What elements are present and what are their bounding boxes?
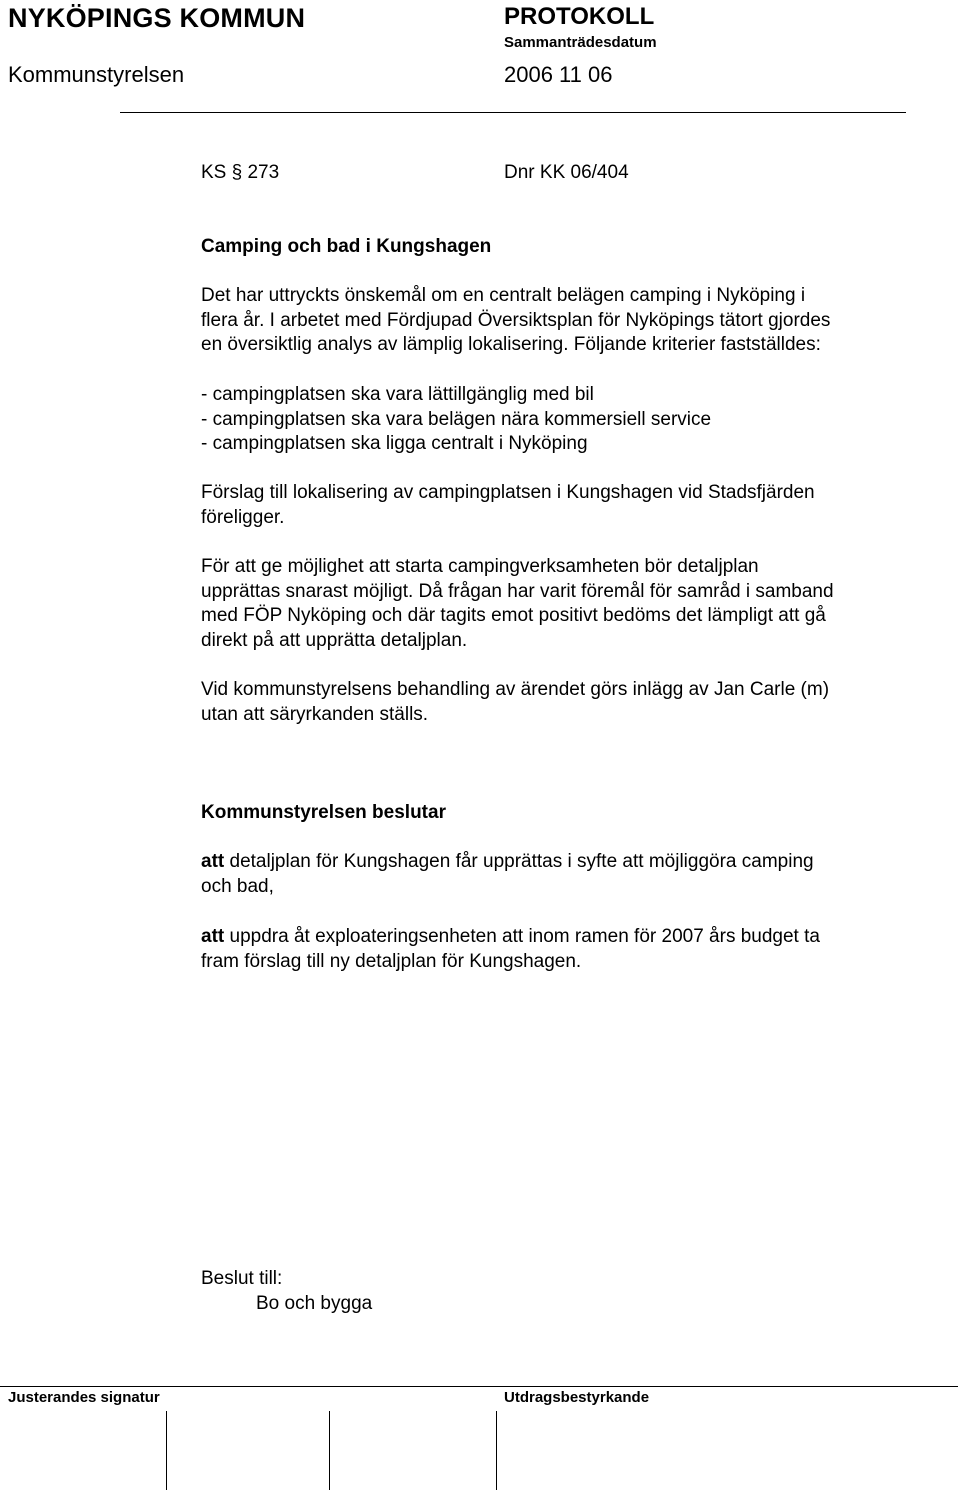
meeting-date: 2006 11 06 (504, 62, 613, 87)
distribution-recipient: Bo och bygga (256, 1293, 373, 1314)
paragraph-line: flera år. I arbetet med Fördjupad Översiktsplan för Nyköpings tätort gjordes (201, 309, 831, 331)
organization-name: NYKÖPINGS KOMMUN (8, 3, 306, 33)
paragraph-line: upprättas snarast möjligt. Då frågan har varit föremål för samråd i samband (201, 580, 834, 602)
footer-divider (0, 1386, 958, 1387)
header-divider (120, 112, 906, 113)
paragraph-line: direkt på att upprätta detaljplan. (201, 629, 468, 651)
decision-text: uppdra åt exploateringsenheten att inom ramen för 2007 års budget ta (224, 926, 820, 947)
criteria-list (201, 383, 931, 457)
decision-item (201, 925, 931, 974)
decision-text: detaljplan för Kungshagen får upprättas i syfte att möjliggöra camping (224, 851, 814, 872)
paragraph-proposal (201, 481, 931, 530)
list-item: - campingplatsen ska vara belägen nära kommersiell service (201, 408, 712, 430)
paragraph-line: utan att säryrkanden ställs. (201, 703, 429, 725)
document-type: PROTOKOLL (504, 3, 655, 30)
signature-box-divider (496, 1411, 497, 1490)
body-name: Kommunstyrelsen (8, 62, 185, 87)
paragraph-line: med FÖP Nyköping och där tagits emot positivt bedöms det lämpligt att gå (201, 605, 826, 626)
distribution-label: Beslut till: (201, 1268, 283, 1289)
decision-heading: Kommunstyrelsen beslutar (201, 802, 446, 823)
paragraph-line: föreligger. (201, 506, 285, 528)
registration-number: Dnr KK 06/404 (504, 162, 629, 183)
meeting-date-label: Sammanträdesdatum (504, 34, 657, 51)
decision-keyword: att (201, 926, 225, 947)
case-number: KS § 273 (201, 162, 280, 183)
signature-label: Justerandes signatur (8, 1389, 160, 1406)
list-item: - campingplatsen ska vara lättillgänglig med bil (201, 384, 594, 405)
paragraph-line: en översiktlig analys av lämplig lokalisering. Följande kriterier fastställdes: (201, 334, 821, 355)
decision-text: och bad, (201, 875, 274, 897)
decision-keyword: att (201, 851, 225, 872)
paragraph-line: Förslag till lokalisering av campingplatsen i Kungshagen vid Stadsfjärden (201, 482, 815, 503)
paragraph-meeting-note (201, 678, 931, 727)
paragraph-background (201, 284, 931, 358)
paragraph-line: Det har uttryckts önskemål om en centralt belägen camping i Nyköping i (201, 285, 806, 306)
decision-text: fram förslag till ny detaljplan för Kungshagen. (201, 950, 582, 972)
signature-box-divider (329, 1411, 330, 1490)
case-title: Camping och bad i Kungshagen (201, 236, 492, 257)
list-item: - campingplatsen ska ligga centralt i Nyköping (201, 433, 588, 454)
paragraph-motivation (201, 555, 931, 653)
certification-label: Utdragsbestyrkande (504, 1389, 650, 1406)
decision-item (201, 850, 931, 899)
paragraph-line: För att ge möjlighet att starta campingverksamheten bör detaljplan (201, 556, 759, 577)
paragraph-line: Vid kommunstyrelsens behandling av ärendet görs inlägg av Jan Carle (m) (201, 679, 830, 700)
signature-box-divider (166, 1411, 167, 1490)
